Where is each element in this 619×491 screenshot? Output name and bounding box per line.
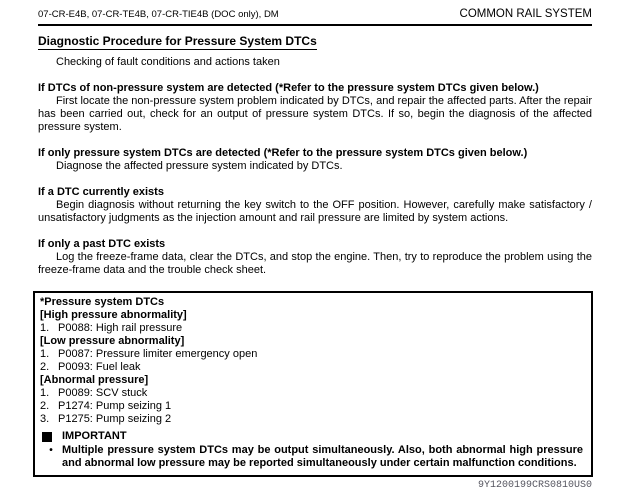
important-note — [40, 444, 583, 470]
page-header — [38, 8, 592, 21]
important-header — [40, 430, 583, 443]
dtc-item-text: P0093: Fuel leak — [58, 361, 141, 373]
section-heading: If DTCs of non-pressure system are detected (*Refer to the pressure system DTCs given below.) — [38, 82, 539, 94]
dtc-group-abnormal-pressure: [Abnormal pressure] — [40, 374, 149, 386]
dtc-item-text: P0087: Pressure limiter emergency open — [58, 348, 258, 360]
section-body: Diagnose the affected pressure system indicated by DTCs. — [56, 160, 343, 172]
dtc-item — [40, 361, 583, 374]
dtc-item-text: P1274: Pump seizing 1 — [58, 400, 172, 412]
section-body: Log the freeze-frame data, clear the DTCs, and stop the engine. Then, try to reproduce the problem using the freeze-frame data and the trouble check sheet. — [38, 251, 592, 276]
page-title: Diagnostic Procedure for Pressure System DTCs — [38, 34, 317, 48]
dtc-item — [40, 322, 583, 335]
intro-line: Checking of fault conditions and actions taken — [56, 56, 280, 68]
section-only-pressure — [38, 147, 592, 173]
dtc-item — [40, 348, 583, 361]
section-non-pressure — [38, 82, 592, 134]
dtc-box-title: *Pressure system DTCs — [40, 296, 165, 308]
header-system-name: COMMON RAIL SYSTEM — [459, 8, 592, 20]
dtc-item-text: P1275: Pump seizing 2 — [58, 413, 172, 425]
header-model-codes: 07-CR-E4B, 07-CR-TE4B, 07-CR-TIE4B (DOC only), DM — [38, 9, 279, 20]
section-current-dtc — [38, 186, 592, 225]
dtc-group-high-pressure: [High pressure abnormality] — [40, 309, 187, 321]
dtc-item-number: 2. — [40, 361, 50, 373]
footer-document-code: 9Y1200199CRS0810US0 — [477, 480, 592, 491]
dtc-item-number: 3. — [40, 413, 50, 425]
dtc-item-text: P0088: High rail pressure — [58, 322, 183, 334]
important-note-text: Multiple pressure system DTCs may be output simultaneously. Also, both abnormal high pressure and abnormal low pressure may be reported simultaneously under certain malfunction conditions. — [62, 444, 583, 469]
dtc-item-number: 1. — [40, 348, 50, 360]
pressure-dtc-box — [33, 291, 593, 477]
dtc-group-low-pressure: [Low pressure abnormality] — [40, 335, 185, 347]
important-label: IMPORTANT — [62, 430, 127, 442]
dtc-item-number: 2. — [40, 400, 50, 412]
dtc-item — [40, 413, 583, 426]
section-heading: If only a past DTC exists — [38, 238, 166, 250]
section-heading: If only pressure system DTCs are detected (*Refer to the pressure system DTCs given below.) — [38, 147, 528, 159]
section-heading: If a DTC currently exists — [38, 186, 164, 198]
section-past-dtc — [38, 238, 592, 277]
important-square-icon — [42, 432, 52, 442]
dtc-item-number: 1. — [40, 322, 50, 334]
dtc-item-text: P0089: SCV stuck — [58, 387, 148, 399]
dtc-item — [40, 400, 583, 413]
section-body: First locate the non-pressure system problem indicated by DTCs, and repair the affected parts. After the repair has been carried out, check for an output of pressure system DTCs. If so, begin the diagnosis of the affected pressure system. — [38, 95, 592, 133]
bullet-icon: • — [49, 445, 53, 456]
dtc-item — [40, 387, 583, 400]
section-body: Begin diagnosis without returning the key switch to the OFF position. However, carefully make satisfactory / unsatisfactory judgments as the injection amount and rail pressure are limited by system actions. — [38, 199, 592, 224]
dtc-item-number: 1. — [40, 387, 50, 399]
